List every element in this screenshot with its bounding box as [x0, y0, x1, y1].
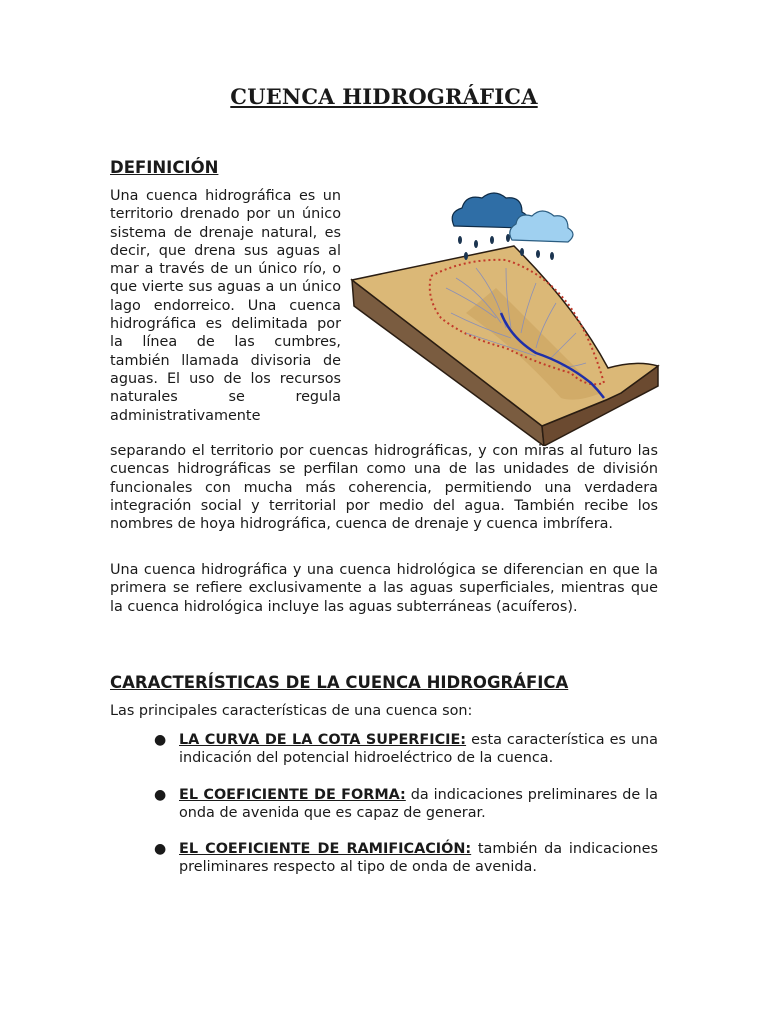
item-text: da indicaciones preliminares de la onda de avenida que es capaz de generar.: [179, 786, 658, 821]
item-term: EL COEFICIENTE DE RAMIFICACIÓN:: [179, 841, 472, 858]
bullet-icon: ●: [154, 732, 167, 748]
watershed-illustration: [346, 188, 660, 446]
document-title: CUENCA HIDROGRÁFICA: [230, 84, 538, 109]
definicion-paragraph-1a: Una cuenca hidrográfica es un territorio drenado por un único sistema de drenaje natural, es decir, que drena sus aguas al mar a través de un único río, o que vierte sus aguas a un único lago endorreico. Una cuenca hidrográfica es delimitada por la línea de las cumbres, también llamada divisoria de aguas. El uso de los recursos naturales se regula administrativamente: [110, 188, 341, 424]
definicion-paragraph-1b: separando el territorio por cuencas hidrográficas, y con miras al futuro las cuencas hidrográficas se perfilan como una de las unidades de división funcionales con mucha más coherencia, permitiendo una verdadera integración social y territorial por medio del agua. También recibe los nombres de hoya hidrográfica, cuenca de drenaje y cuenca imbrífera.: [110, 443, 658, 533]
bullet-icon: ●: [154, 841, 167, 858]
list-item: [110, 786, 658, 823]
list-item: [110, 731, 658, 768]
caracteristicas-heading: CARACTERÍSTICAS DE LA CUENCA HIDROGRÁFICA: [110, 673, 569, 692]
item-text: también da indicaciones preliminares respecto al tipo de onda de avenida.: [179, 841, 658, 876]
definicion-paragraph-2: Una cuenca hidrográfica y una cuenca hidrológica se diferencian en que la primera se refiere exclusivamente a las aguas superficiales, mientras que la cuenca hidrológica incluye las aguas subterráneas (acuíferos).: [110, 562, 658, 615]
item-term: EL COEFICIENTE DE FORMA:: [179, 786, 406, 803]
item-term: LA CURVA DE LA COTA SUPERFICIE:: [179, 732, 467, 748]
item-text: esta característica es una indicación del potencial hidroeléctrico de la cuenca.: [179, 732, 658, 767]
caracteristicas-intro: Las principales características de una cuenca son:: [110, 703, 473, 719]
bullet-icon: ●: [154, 786, 167, 803]
definicion-heading: DEFINICIÓN: [110, 158, 219, 177]
caracteristicas-list: [110, 731, 658, 895]
list-item: [110, 840, 658, 877]
